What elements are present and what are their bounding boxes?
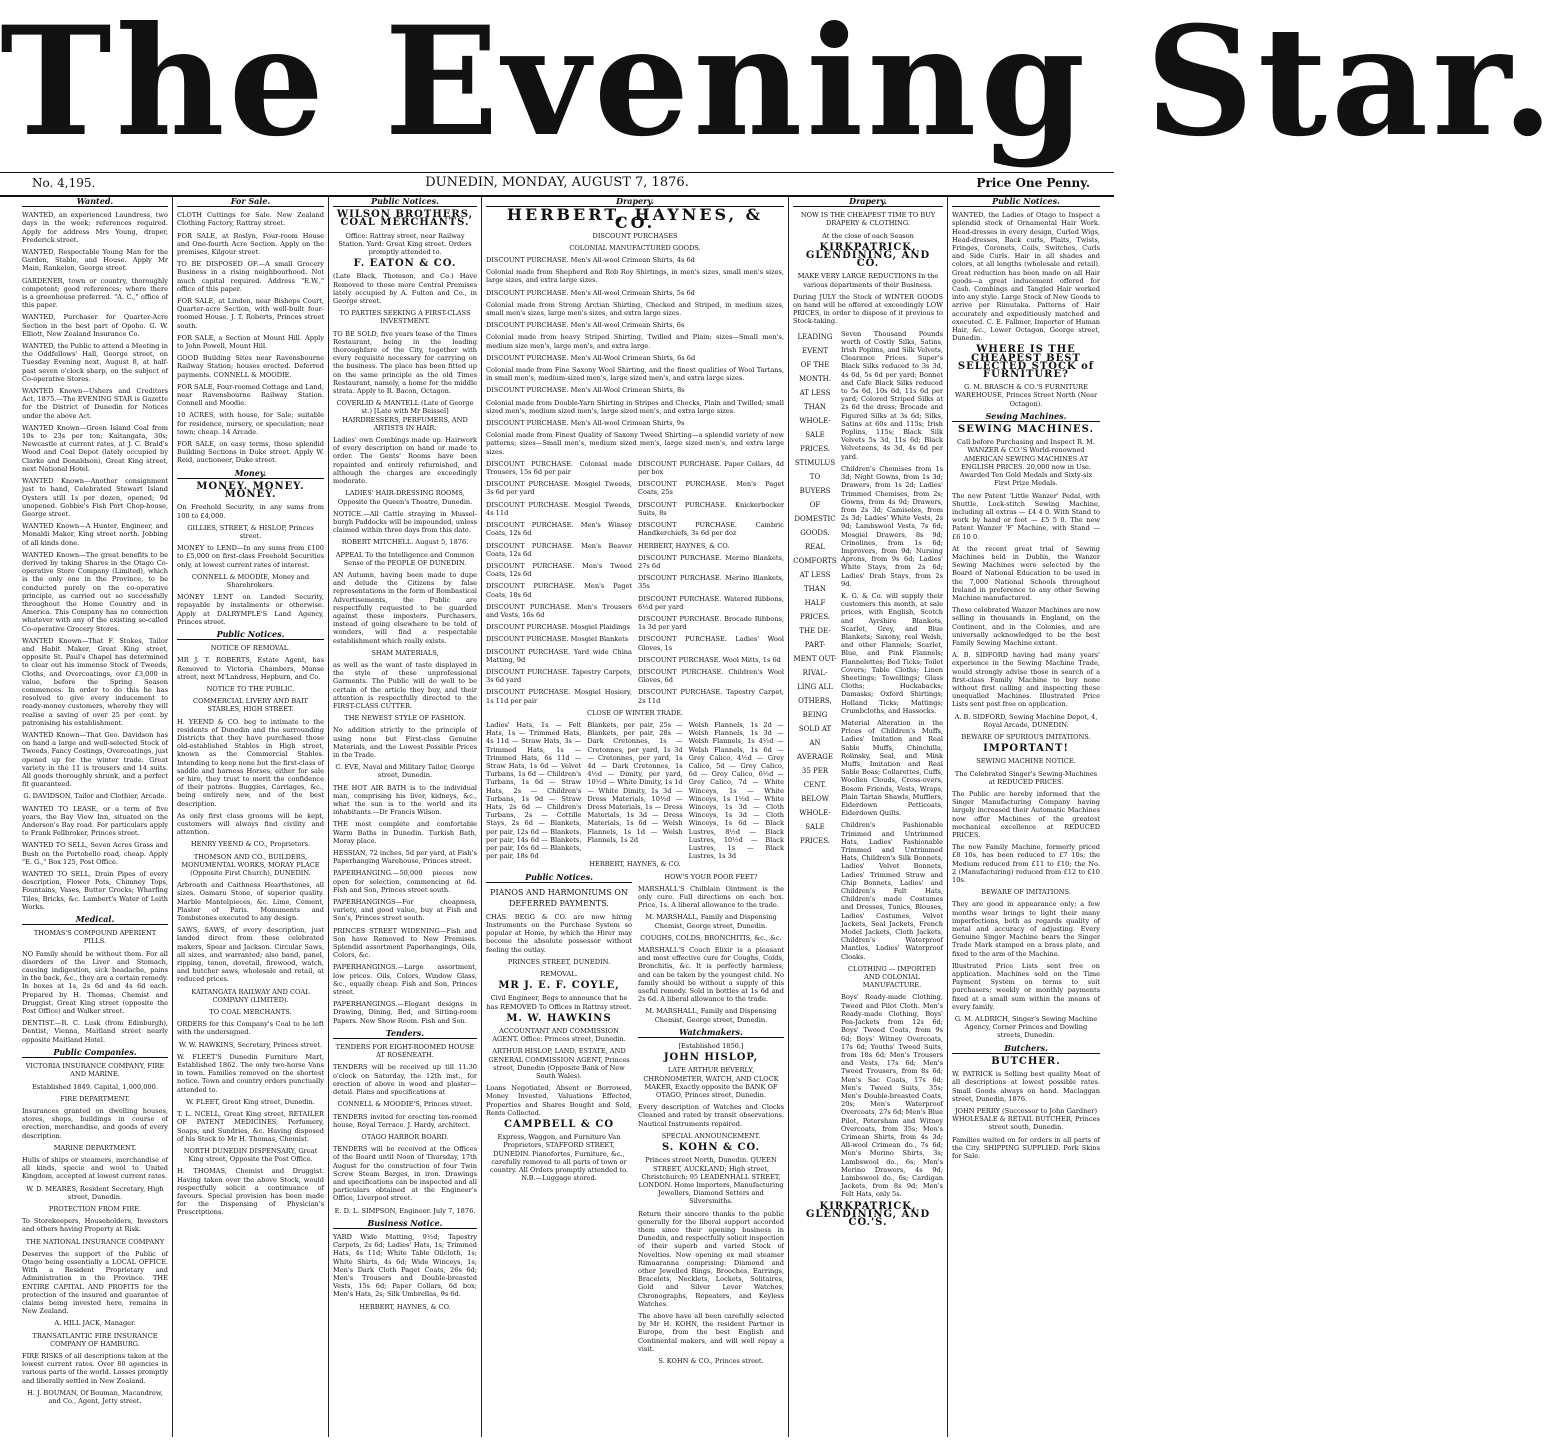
advert: At the recent great trial of Sewing Machines held in Dublin, the Wanzer Sewing Machines were selected by the Board of National Education to be used in the 7,000 National Schools throughout Ireland in preference to any other Sewing Machine manufactured. — [952, 544, 1100, 602]
signature: HERBERT, HAYNES, & CO. — [589, 860, 681, 869]
advert: No addition strictly to the principle of using none but First-class Genuine Materials, and the Lowest Possible Prices in the Trade. — [333, 726, 477, 759]
sale-sidebar-word: AT LESS — [799, 570, 831, 579]
advert: WANTED, Respectable Young Man for the Garden, Stable, and House. Apply Mr Main, Rankelon, George street. — [22, 248, 168, 273]
advert-title: COUGHS, COLDS, BRONCHITIS, &c., &c. — [640, 933, 782, 942]
discount-item: HERBERT, HAYNES, & CO. — [638, 541, 730, 550]
dateline — [0, 172, 1114, 197]
advert: MAKE VERY LARGE REDUCTIONS In the various departments of their Business. — [797, 272, 939, 289]
advert: Call before Purchasing and Inspect R. M. WANZER & CO.'S World-renowned AMERICAN SEWING MACHINES AT ENGLISH PRICES. 20,000 now in Use. Awarded Ten Gold Medals and Sixty-six First Prize Medals. — [956, 438, 1096, 488]
discount-item: DISCOUNT PURCHASE. Colonial made Trousers, 15s 6d per pair — [486, 459, 632, 477]
column-rule — [172, 197, 173, 1437]
advert: The Public are hereby informed that the Singer Manufacturing Company having largely increased their Automatic Machines now offer Machines of the greatest mechanical excellence at REDUCED PRICES. — [952, 790, 1100, 840]
discount-item: DISCOUNT PURCHASE. Wool Mitts, 1s 6d — [638, 655, 781, 664]
sale-item: K. G. & Co. will supply their customers this month, at sale prices, with English, Scotch and Ayrshire Blankets, Scarlet, Grey, and Blue Blankets; Saxony, real Welsh, and other Flannels; Scarlet, Blue, and Pink Flannels; Flannelettes; Bed Ticks; Toilet Covers; Table Cloths; Linen Sheetings; Towellings; Glass Cloths; Huckabacks; Damasks; Oxford Shirtings; Holland Ticks; Mattings; Crumbcloths, and Hassocks. — [841, 591, 943, 715]
advert-title: HOW'S YOUR POOR FEET? — [664, 872, 758, 881]
advert: Ladies' own Combings made up. Hairwork of every description on hand or made to order. The Gents' Rooms have been repainted and entirely refurnished, and although the charges are exceedingly moderate. — [333, 436, 477, 486]
signature: M. MARSHALL, Family and Dispensing Chemist, George street, Dunedin. — [645, 1007, 777, 1024]
advert-subtitle: MARINE DEPARTMENT. — [53, 1143, 137, 1152]
advert: MARSHALL'S Chilblain Ointment is the only cure. Full directions on each box. Price, 1s. A liberal allowance to the trade. — [638, 884, 784, 910]
discount-item: Colonial made from Fine Saxony Wool Shirting, and the finest qualities of Wool Tartans, in small men's, medium-sized men's, large sized men's, and extra large sizes. — [486, 366, 784, 383]
discount-item: DISCOUNT PURCHASE. Brocade Ribbons, 1s 3d per yard — [638, 614, 784, 632]
sale-sidebar-word: PART- — [804, 640, 826, 649]
advert-title: KAITANGATA RAILWAY AND COAL COMPANY (LIMITED). — [191, 987, 310, 1004]
discount-item: Colonial made from heavy Striped Shirting, Twilled and Plain; sizes—Small men's, medium size men's, large men's, and extra large. — [486, 333, 784, 350]
discount-item: DISCOUNT PURCHASE. Men's All-wool Crimean Shirts, 5s 6d — [486, 288, 695, 297]
sale-descriptions — [841, 330, 943, 1203]
sale-items — [793, 330, 943, 1203]
advert: H. THOMAS, Chemist and Druggist. Having taken over the above Stock, would respectfully solicit a continuance of favours. Special provision has been made for the Dispensing of Physician's Prescriptions. — [177, 1167, 324, 1217]
advert: MONEY to LEND—In any sums from £100 to £5,000 on first-class Freehold Securities only, at lowest current rates of interest. — [177, 544, 324, 569]
section-heading: Public Notices. — [952, 197, 1100, 207]
advert-title: NOTICE TO THE PUBLIC. — [206, 684, 295, 693]
sale-sidebar-word: 35 PER — [801, 766, 829, 775]
advert-subtitle: [Established 1856.] — [678, 1042, 744, 1051]
sale-sidebar-word: OF THE — [800, 360, 830, 369]
advert: During JULY the Stock of WINTER GOODS on hand will be offered at exceedingly LOW PRICES, in order to dispose of it previous to Stock-taking. — [793, 292, 943, 326]
advert-title: TENDERS FOR EIGHT-ROOMED HOUSE AT ROSENEATH. — [335, 1043, 475, 1060]
signature: E. D. L. SIMPSON, Engineer. July 7, 1876. — [334, 1206, 476, 1215]
discount-item: DISCOUNT PURCHASE. Mosgiel Tweeds, 3s 6d per yard — [486, 480, 632, 497]
discount-item: DISCOUNT PURCHASE. Mosgiel Tweeds, 4s 11d — [486, 500, 632, 517]
advert: Insurances granted on dwelling houses, stores, shops, buildings in course of erection, merchandise, and goods of every description. — [22, 1106, 168, 1140]
discount-item: DISCOUNT PURCHASE. Mosgiel Plaidings — [486, 623, 630, 632]
sale-sidebar-word: DOMESTIC — [794, 514, 836, 523]
advert-title: WILSON BROTHERS, COAL MERCHANTS. — [336, 209, 474, 229]
advert-title: S. KOHN & CO. — [661, 1142, 761, 1154]
winter-list-middle: Blankets, per pair, 25s — Blankets, per pair, 28s — Dark Cretonnes, 1s — Cretonnes, per yard, 1s 3d — Cretonnes, per yard, 1s 4d — Dark Cretonnes, 1s 4½d — Dimity, per yard, 10½d — White Dimity, 1s 1d — White Dimity, 1s 3d — Dress Materials, 10½d — Dress Materials, 1s — Dress Materials, 1s 3d — Dress Materials, 1s 6d — Welsh Flannels, 1s 1d — Welsh Flannels, 1s 2d — [587, 720, 683, 844]
signature: A. B. SIDFORD, Sewing Machine Depot, 4, Royal Arcade, DUNEDIN. — [954, 712, 1098, 729]
advert-title: KIRKPATRICK, GLENDINING, AND CO. — [805, 241, 931, 270]
advert-title: PROTECTION FROM FIRE. — [48, 1204, 142, 1213]
lower-notices-right — [638, 873, 784, 1370]
sale-sidebar-word: LING ALL — [797, 682, 833, 691]
discount-list-right — [638, 460, 784, 709]
advert: WANTED, the Ladies of Otago to Inspect a splendid stock of Ornamental Hair Work. Head-dresses in every design, Curled Wigs, Head-dresses, Back curls, Plaits, Twists, Fringes, Coronets, Coils, Switches, Curls and Side Curls. Hair in all shades and colors, at all lengths (wholesale and retail). Great reduction has been made on all Hair goods—a great inducement offered for Cash. Combings and Tangled Hair worked into any style. Large Stock of New Goods to arrive per Rimutaka. Patterns of Hair accurately and expeditiously matched and executed. C. E. Fallmer, Importer of Human Hair, &c., Lower Octagon, George street, Dunedin. — [952, 211, 1100, 343]
discount-item: DISCOUNT PURCHASE. Men's Paget Coats, 25s — [638, 480, 784, 497]
sale-sidebar-word: COMFORTS — [793, 556, 837, 565]
advert-title: THOMAS'S COMPOUND APERIENT PILLS. — [33, 929, 157, 946]
sale-sidebar-word: AVERAGE — [797, 752, 833, 761]
signature: G. DAVIDSON, Tailor and Clothier, Arcade. — [23, 792, 167, 801]
winter-trade-table — [486, 721, 784, 860]
signature: CONNELL & MOODIE'S, Princes street. — [337, 1100, 473, 1109]
advert-title: SEWING MACHINES. — [958, 424, 1094, 436]
advert-title: SEWING MACHINE NOTICE. — [976, 757, 1076, 766]
advert-subtitle: COLONIAL MANUFACTURED GOODS. — [569, 243, 701, 252]
discount-item: DISCOUNT PURCHASE. Men's All-Wool Crimean Shirts, 6s 6d — [486, 353, 696, 362]
section-heading: Wanted. — [22, 197, 168, 207]
advert-title: JOHN PERRY (Successor to John Gardner) WHOLESALE & RETAIL BUTCHER, Princes street south, Dunedin. — [952, 1106, 1100, 1132]
issue-number: No. 4,195. — [32, 176, 96, 190]
column-rule — [328, 197, 329, 1437]
lower-notices-left — [486, 873, 632, 1370]
signature: S. KOHN & CO., Princes street. — [658, 1356, 764, 1365]
advert: As only first class grooms will be kept, customers will always find civility and attention. — [177, 811, 324, 837]
advert: Loans Negotiated, Absent or Borrowed, Money Invested, Valuations Effected, Properties and Shares Bought and Sold, Rents Collected. — [486, 1084, 632, 1117]
signature: M. MARSHALL, Family and Dispensing Chemist, George street, Dunedin. — [645, 913, 777, 930]
issue-date: DUNEDIN, MONDAY, AUGUST 7, 1876. — [425, 175, 689, 190]
advert: WANTED Known—Ushers and Creditors Act, 1875.—The EVENING STAR is Gazette for the District of Dunedin for Notices under the above Act. — [22, 387, 168, 420]
advert: SAWS, SAWS, of every description, just landed direct from these celebrated makers, Spear and Jackson. Circular Saws, all sizes, and warranted; also band, panel, ripping, tenon, dovetail, firewood, watch, and butcher saws, wholesale and retail, at reduced prices. — [177, 926, 324, 984]
discount-item: DISCOUNT PURCHASE. Men's All-wool Crimean Shirts, 4s 6d — [486, 256, 695, 265]
advert-title: VICTORIA INSURANCE COMPANY, FIRE AND MARINE. — [25, 1062, 165, 1079]
column-rule — [481, 197, 482, 1437]
advert: The above have all been carefully selected by Mr H. KOHN, the resident Partner in Europe, from the best English and Continental makers, and will well repay a visit. — [638, 1311, 784, 1353]
sale-item: Children's Fashionable Trimmed and Untrimmed Hats, Ladies' Fashionable Trimmed and Untrimmed Hats, Children's Silk Bonnets, Ladies' Velvet Bonnets, Ladies' Trimmed Straw and Chip Bonnets, Ladies' and Children's Felt Hats, Children's made Costumes and Dresses, Tunics, Blouses, Ladies' Costumes, Velvet Jackets, Seal Jackets, French Model Jackets, Cloth Jackets, Children's Waterproof Mantles, Ladies' Waterproof Cloaks. — [841, 821, 943, 961]
discount-item: DISCOUNT PURCHASE. Men's All-Wool Crimean Shirts, 8s — [486, 386, 685, 395]
advert-subtitle: FIRE DEPARTMENT. — [60, 1094, 130, 1103]
sale-sidebar-word: THE DE- — [799, 626, 831, 635]
advert-title: THE NEWEST STYLE OF FASHION. — [344, 714, 466, 723]
advert: HESSIAN, 72 inches, 5d per yard, at Fish's Paperhanging Warehouse, Princes street. — [333, 849, 477, 866]
discount-table — [486, 460, 784, 709]
discount-item: DISCOUNT PURCHASE. Mosgiel Hosiery, 1s 11d per pair — [486, 688, 632, 705]
sale-sidebar-word: LEADING — [797, 332, 833, 341]
column-rule — [947, 197, 948, 1437]
sale-sidebar-word: STIMULUS — [794, 458, 836, 467]
masthead — [0, 0, 1558, 170]
section-heading: Public Notices. — [486, 873, 632, 883]
advert: FOR SALE, at Linden, near Bishops Court, Quarter-acre Section, with well-built four-roomed House. J. T. Roberts, Princes street south. — [177, 297, 324, 330]
column-public-notices-right — [952, 197, 1100, 1437]
advert: The new Patent 'Little Wanzer' Pedal, with Shuttle, Lock-stitch Sewing Machine, including all extras — £4 4 0. With Stand to work by hand or foot — £5 5 0. The new Patent Wanzer 'F' Machine, with Stand — £6 10 0. — [952, 491, 1100, 541]
advert-title: SPECIAL ANNOUNCEMENT. — [661, 1131, 761, 1140]
discount-item: DISCOUNT PURCHASE. Cambric Handkerchiefs, 3s 6d per doz — [638, 521, 784, 538]
sale-sidebar-word: PRICES. — [800, 612, 830, 621]
column-rule — [788, 197, 789, 1437]
discount-item: DISCOUNT PURCHASE. Watered Ribbons, 6½d per yard — [638, 594, 784, 611]
section-heading: Business Notice. — [333, 1219, 477, 1229]
sale-sidebar-word: TO — [809, 472, 821, 481]
advert: LATE ARTHUR BEVERLY, CHRONOMETER, WATCH, AND CLOCK MAKER, Exactly opposite the BANK OF OTAGO, Princes street, Dunedin. — [643, 1066, 779, 1100]
advert: WANTED, the Public to attend a Meeting in the Oddfellows' Hall, George street, on Tuesday Evening next, August 8, at half-past seven o'clock sharp, on the subject of Co-operative Stores. — [22, 342, 168, 383]
advert-title: WHERE IS THE CHEAPEST BEST SELECTED STOCK of FURNITURE? — [957, 344, 1095, 381]
discount-item: DISCOUNT PURCHASE. Mosgiel Blankets — [486, 635, 629, 644]
advert: Express, Waggon, and Furniture Van Proprietors, STAFFORD STREET, DUNEDIN. Pianofortes, Furniture, &c., carefully removed to all parts of town or country. All Orders promptly attended to. N.B.—Luggage stored. — [489, 1133, 629, 1183]
advert: Office: Rattray street, near Railway Station. Yard: Great King street. Orders promptly attended to. — [338, 231, 472, 257]
advert-title: JOHN HISLOP, — [663, 1052, 759, 1064]
sale-item: Material Alteration in the Prices of Children's Muffs, Ladies' Imitation and Real Sable Muffs, Chinchilla, Rolinsky, Seal, and Mink Muffs, Imitation and Real Sable Boas; Collarettes, Cuffs, Woollen Clouds, Cross-overs, Bosom Friends, Vests, Wraps, Plain Tartan Shawls, Mufflers, Eiderdown Petticoats, Eiderdown Quilts. — [841, 718, 943, 818]
signature: G. M. ALDRICH, Singer's Sewing Machine Agency, Corner Princes and Dowling streets, Dunedin. — [954, 1015, 1098, 1040]
advert: FIRE RISKS of all descriptions taken at the lowest current rates. Over 80 agencies in various parts of the world. Losses promptly and liberally settled in New Zealand. — [22, 1351, 168, 1385]
advert: T. L. NCELL, Great King street, RETAILER OF PATENT MEDICINES, Perfumery, Soaps, and Sundries, &c. Having disposed of his Stock to Mr H. Thomas, Chemist. — [177, 1110, 324, 1143]
advert-title: OTAGO HARBOR BOARD. — [361, 1132, 449, 1141]
advert: NO Family should be without them. For all disorders of the Liver and Stomach, causing indigestion, sick headache, pains in the back, &c., they are a certain remedy. In boxes at 1s, 2s 6d and 4s 6d each. Prepared by H. Thomas, Chemist and Druggist, Great King street (opposite the Post Office) and Walker street. — [22, 949, 168, 1016]
discount-item: DISCOUNT PURCHASE. Men's Paget Coats, 18s 6d — [486, 582, 632, 599]
advert: as well as the want of taste displayed in the style of these unprofessional Garments. The Public will do well to be certain of the article they buy, and their attention is respectfully directed to the FIRST-CLASS CUTTER. — [333, 660, 477, 710]
advert: Return their sincere thanks to the public generally for the liberal support accorded them since their opening business in Dunedin, and respectfully solicit inspection of their superb and varied Stock of Novelties. Now opening ex mail steamer Rimuaranna comprising: Diamond and other Jewelled Rings, Brooches, Earrings, Bracelets, Necklets, Lockets, Solitaires, Gold and Silver Lever Watches, Chronographs, Repeaters, and Keyless Watches. — [638, 1209, 784, 1308]
signature: KIRKPATRICK, GLENDINING, AND CO.'S. — [805, 1200, 931, 1228]
advert: MARSHALL'S Couch Elixir is a pleasant and most effective cure for Coughs, Colds, Bronchitis, &c. It is perfectly harmless, and can be taken by the youngest child. No family should be without a supply of this aseful remedy. Sold in bottles at 1s 6d and 2s 6d. A liberal allowance to the trade. — [638, 946, 784, 1004]
advert-title: IMPORTANT! — [983, 743, 1069, 755]
advert: On Freehold Security, in any sums from 100 to £4,000. — [177, 503, 324, 520]
advert: ACCOUNTANT AND COMMISSION AGENT. Office: Princes street, Dunedin. — [492, 1027, 626, 1044]
section-heading: Public Notices. — [177, 630, 324, 640]
signature: HENRY YEEND & CO., Proprietors. — [190, 840, 311, 849]
advert: A. B. SIDFORD having had many years' experience in the Sewing Machine Trade, would strongly advise those in search of a first-class Family Machine to buy none without first calling and inspecting these unequalled Machines. Illustrated Price Lists sent post free on application. — [952, 651, 1100, 709]
section-heading: For Sale. — [177, 197, 324, 207]
signature: W. D. MEARES, Resident Secretary, High street, Dunedin. — [26, 1184, 164, 1201]
sale-sidebar-word: OF — [809, 500, 821, 509]
section-heading: Medical. — [22, 915, 168, 925]
discount-item: Colonial made from Shepherd and Rob Roy Shirtings, in men's sizes, small men's sizes, large sizes, and extra large sizes. — [486, 268, 784, 285]
discount-item: DISCOUNT PURCHASE. Men's Trousers and Vests, 16s 6d — [486, 602, 632, 619]
advert-title: M. W. HAWKINS — [506, 1012, 612, 1024]
section-heading: Sewing Machines. — [952, 412, 1100, 422]
advert: WANTED TO LEASE, or a term of five years, the Bay View Inn, situated on the Anderson's Bay road. For particulars apply to Frank Fellbroker, Princes street. — [22, 804, 168, 838]
advert: AN Autumn, having been made to dupe and delude the Citizens by false representations in the form of Bombastical Advertisements, the Public are respectfully requested to be guarded against these imposters. Purchasers, instead of going elsewhere to be told of wonders, will find a respectable establishment which really exists. — [333, 570, 477, 645]
newspaper-title: The Evening Star. — [0, 0, 1558, 170]
advert-title: F. EATON & CO. — [353, 258, 457, 270]
winter-list-left: Ladies' Hats, 1s — Felt Hats, 1s — Trimmed Hats, 4s 11d — Straw Hats, 3s — Trimmed Hats, 1s — Trimmed Hats, 6s 11d — Straw Hats, 1s 6d — Velvet Turbans, 1s 6d — Children's Turbans, 1s 6d — Straw Hats, 2s — Children's Turbans, 1s 9d — Straw Hats, 2s 6d — Children's Turbans, 2s — Cottille Stays, 2s 6d — Blankets, per pair, 12s 6d — Blankets, per pair, 14s 6d — Blankets, per pair, 16s 6d — Blankets, per pair, 18s 6d — [486, 720, 582, 861]
advert-title: NORTH DUNEDIN DISPENSARY, Great King street, Opposite the Post Office. — [183, 1146, 318, 1164]
advert: Hulls of ships or steamers, merchandise of all kinds, specie and wool to United Kingdom, accepted at lowest current rates. — [22, 1155, 168, 1181]
discount-item: DISCOUNT PURCHASE. Tapestry Carpet, 2s 11d — [638, 688, 784, 705]
signature: C. EVE, Naval and Military Tailor, George street, Dunedin. — [335, 763, 475, 780]
advert-title: LADIES' HAIR-DRESSING ROOMS, Opposite the Queen's Theatre, Dunedin. — [337, 489, 473, 506]
sale-sidebar-word: REAL — [804, 542, 826, 551]
sale-sidebar-word: BEING — [802, 710, 828, 719]
discount-list-left — [486, 460, 632, 709]
issue-price: Price One Penny. — [976, 176, 1090, 190]
discount-item: DISCOUNT PURCHASE. Tapestry Carpets, 3s 6d yard — [486, 667, 632, 685]
signature: W. W. HAWKINS, Secretary, Princes street. — [178, 1040, 323, 1049]
discount-item: DISCOUNT PURCHASE. Yard wide China Matting, 9d — [486, 647, 632, 664]
sale-sidebar-word: WHOLE- — [799, 808, 831, 817]
sale-sidebar-word: MENT OUT- — [793, 654, 837, 663]
advert: DENTIST.—R. C. Lusk (from Edinburgh), Dentist, Vienna, Maitland street nearly opposite Maitland Hotel. — [22, 1019, 168, 1044]
column-public-notices — [333, 197, 477, 1437]
sale-sidebar-word: SOLD AT — [798, 724, 832, 733]
sale-sidebar-word: RIVAL- — [802, 668, 828, 677]
advert-title: THOMSON AND CO., BUILDERS, MONUMENTAL WORKS, MORAY PLACE (Opposite First Church), DUNEDIN. — [181, 852, 320, 878]
advert: Every description of Watches and Clocks Cleaned and rated by transit observations. Nautical Instruments repaired. — [638, 1103, 784, 1128]
discount-item: DISCOUNT PURCHASE. Merino Blankets, 27s 6d — [638, 553, 784, 570]
advert: MONEY LENT on Landed Security, repayable by instalments or otherwise. Apply at DALRYMPLE'S Land Agency, Princes street. — [177, 593, 324, 626]
advert: (Late Black, Thomson, and Co.) Have Removed to those more Central Premises lately occupied by A. Fulton and Co., in George street. — [333, 272, 477, 306]
advert: TO BE DISPOSED OF.—A small Grocery Business in a rising neighbourhood. Not much capital required. Address "E.W.," office of this paper. — [177, 260, 324, 293]
advert-title: TO PARTIES SEEKING A FIRST-CLASS INVESTMENT. — [339, 309, 471, 326]
sale-sidebar-word: HALF — [804, 598, 826, 607]
sale-sidebar-word: OTHERS, — [798, 696, 832, 705]
section-heading: Money. — [177, 469, 324, 479]
advert: PAPERHANGINGS.—Large assortment, low prices. Oils, Colors, Window Glass, &c., equally cheap. Fish and Son, Princes street. — [333, 963, 477, 997]
advert: WANTED Known—That Geo. Davidson has on hand a large and well-selected Stock of Tweeds, Fancy Costings, Overcoatings, just opened up for the winter trade. Great variety in the 11 is trousers and 14 suits. All goods thoroughly shrunk, and a perfect fit guaranteed. — [22, 730, 168, 789]
advert: NOTICE.—All Cattle straying in Mussel-burgh Paddocks will be impounded, unless claimed within three days from this date. — [333, 509, 477, 535]
section-heading: Butchers. — [952, 1044, 1100, 1054]
sale-sidebar-word: THAN — [804, 402, 826, 411]
advert: They are good in appearance only; a few months wear brings to light their many imperfections, both as regards quality of metal and accuracy of adjusting. Every Genuine Singer Machine bears the Singer Trade Mark stamped on a brass plate, and fixed to the arm of the Machine. — [952, 900, 1100, 958]
discount-item: DISCOUNT PURCHASE. Men's All-wool Crimean Shirts, 6s — [486, 321, 685, 330]
advert: W. PATRICK is Selling best quality Meat of all descriptions at lowest possible rates. Small Goods always on hand. Maclaggan street, Dunedin, 1876. — [952, 1070, 1100, 1103]
advert: WANTED Known—That F. Stokes, Tailor and Habit Maker, Great King street, opposite St. Paul's Chapel has determined to clear out his immense Stock of Tweeds, Cloths, and Overcoatings, over £3,000 in value, before the Spring Season commences. In order to do this he has resolved to give every inducement to ready-money customers, whereby they will realise a saving of over 25 per cent. by patronising his establishment. — [22, 636, 168, 727]
advert-subtitle: PRINCES STREET, DUNEDIN. — [507, 957, 611, 966]
discount-item: DISCOUNT PURCHASE. Merino Blankets, 35s — [638, 574, 784, 591]
advert: TO BE SOLD, five years lease of the Times Restaurant, being in the leading thoroughfare of the City, together with every requisite necessary for carrying on the business. The place has been fitted up on the same principle as the old Times Restaurant, namely, a home for the middle strata. Apply to R. Bacon, Octagon. — [333, 329, 477, 396]
advert-title: CLOTHING — IMPORTED AND COLONIAL MANUFACTURE. — [848, 964, 936, 990]
advert: PAPERHANGINGS—For cheapness, variety, and good value, buy at Fish and Son's, Princes street south. — [333, 898, 477, 923]
signature: H. J. BOUMAN, Of Bouman, Macandrew, and Co., Agent, Jetty street. — [27, 1388, 163, 1405]
advert: FOR SALE, a Section at Mount Hill. Apply to John Powell, Mount Hill. — [177, 333, 324, 351]
signature: W. FLEET, Great King street, Dunedin. — [186, 1097, 315, 1106]
advert-title: APPEAL To the Intelligence and Common Sense of the PEOPLE OF DUNEDIN. — [335, 550, 475, 567]
advert: TENDERS will be received at the Offices of the Board until Noon of Thursday, 17th August for the construction of four Twin Screw Steam Barges, in iron. Drawings and specifications can be inspected and all particulars obtained at the Engineer's Office, Liverpool street. — [333, 1145, 477, 1203]
advert-title: SHAM MATERIALS, — [371, 648, 439, 657]
discount-item: DISCOUNT PURCHASE. Knickerbocker Suits, 8s — [638, 500, 784, 517]
signature: HERBERT, HAYNES, & CO. — [359, 1302, 451, 1311]
discount-item: Colonial made from Double-Yarn Shirting in Stripes and Checks, Plain and Twilled; small sized men's, medium sized men's, large sized men's, and extra large sizes. — [486, 398, 784, 415]
advert: THE most complete and comfortable Warm Baths in Dunedin. Turkish Bath, Moray place. — [333, 820, 477, 845]
section-heading: Drapery. — [486, 197, 784, 207]
advert: YARD Wide Matting, 9½d; Tapestry Carpets, 2s 6d; Ladies' Hats, 1s; Trimmed Hats, 4s 11d; White Table Oilcloth, 1s; White Shirts, 4s 6d; Wide Winceys, 1s; Men's Dark Cloth Paget Coats, 26s 6d; Men's Trousers and Double-breasted Vests, 15s 6d; Paper Collars, 6d box; Men's Hats, 2s; Silk Umbrellas, 9s 6d. — [333, 1232, 477, 1299]
advert: GOOD Building Sites near Ravensbourne Railway Station; houses erected. Deferred payments. CONNELL & MOODIE. — [177, 354, 324, 379]
advert-title: THE NATIONAL INSURANCE COMPANY — [25, 1237, 165, 1246]
sale-sidebar-word: PRICES. — [800, 836, 830, 845]
advert: G. M. BRASCH & CO.'S FURNITURE WAREHOUSE, Princes Street North (Near Octagon). — [954, 383, 1098, 408]
sale-item: Children's Chemises from 1s 3d; Night Gowns, from 1s 3d; Drawers, from 1s 2d; Ladies' Trimmed Chemises, from 2s; Gowns, from 4s 9d; Drawers, from 2s 3d; Camisoles, from 2s 3d; Ladies' White Vests, 2s 9d; Lambswool Vests, 7s 6d; Mosgiel Drawers, 8s 9d; Crinolines, from 1s 6d; Improvers, from 9d; Nursing Aprons, from 9s 6d; Ladies' White Stays, from 2s 6d; Ladies' Drab Stays, from 2s 9d. — [841, 464, 943, 588]
advert: WANTED TO SELL, Seven Acres Grass and Bush on the Portobello road, cheap. Apply "E. G.," Box 125, Post Office. — [22, 841, 168, 866]
discount-item: DISCOUNT PURCHASE. Men's Beaver Coats, 12s 6d — [486, 541, 632, 558]
section-heading: Public Companies. — [22, 1048, 168, 1058]
advert-title: CAMPBELL & CO — [503, 1119, 615, 1131]
discount-item: Colonial made from Finest Quality of Saxony Tweed Shirting—a splendid variety of new patterns; sizes—Small men's, medium sized men's, large sized men's, and extra large sizes. — [486, 431, 784, 456]
advert-title: MONEY. MONEY. MONEY. — [196, 480, 305, 501]
advert: MR J. T. ROBERTS, Estate Agent, has Removed to Victoria Chambers, Manse street, next M'Landress, Hepburn, and Co. — [177, 656, 324, 681]
advert-title: MR J. E. F. COYLE, — [498, 980, 620, 992]
advert: FOR SALE, Four-roomed Cottage and Land, near Ravensbourne Railway Station. Connell and Moodie. — [177, 382, 324, 408]
column-drapery-kirkpatrick — [793, 197, 943, 1437]
advert: PRINCES STREET WIDENING—Fish and Son have Removed to New Premises. Splendid assortment Paperhangings, Oils, Colors, &c. — [333, 926, 477, 960]
advert-subtitle: At the close of each Season — [822, 231, 914, 240]
advert-title: TRANSATLANTIC FIRE INSURANCE COMPANY OF HAMBURG. — [32, 1331, 158, 1348]
sale-sidebar-word: THAN — [804, 584, 826, 593]
advert: CHAS. BEGG & CO. are now hiring Instruments on the Purchase System so popular at Home, by which the Hirer may become the absolute possessor without feeling the outlay. — [486, 912, 632, 954]
advert: WANTED TO SELL, Drain Pipes of every description, Flower Pots, Chimney Tops, Fountains, Vases, Butter Crocks; Wharfing Tiles, Bricks, &c. Lambert's Water of Leith Works. — [22, 870, 168, 911]
advert: THE HOT AIR BATH is to the individual man, comprising his liver, kidneys, &c., what the sun is to the world and its inhabitants.—Dr Francis Wilson. — [333, 783, 477, 817]
advert-title: NOTICE OF REMOVAL. — [210, 644, 291, 653]
advert: FOR SALE, on easy terms, those splendid Building Sections in Duke street. Apply W. Reid, auctioneer, Duke street. — [177, 440, 324, 465]
advert: Deserves the support of the Public of Otago being essentially a LOCAL OFFICE. With a Resident Proprietary and Administration in the Province. THE ENTIRE CAPITAL AND PROFITS for the protection of the insured and guarantee of claims being invested here, remains in New Zealand. — [22, 1249, 168, 1316]
sale-sidebar-word: CENT. — [803, 780, 827, 789]
discount-item: DISCOUNT PURCHASE. Men's Winsey Coats, 12s 6d — [486, 521, 632, 538]
sale-sidebar-word: WHOLE- — [799, 416, 831, 425]
advert: Families waited on for orders in all parts of the City. SHIPPING SUPPLIED. Pork Skins for Sale. — [952, 1135, 1100, 1160]
discount-item: DISCOUNT PURCHASE. Men's All-wool Crimean Shirts, 9s — [486, 419, 685, 428]
sale-sidebar-word: MONTH. — [798, 374, 832, 383]
lower-notices — [486, 873, 784, 1370]
column-drapery-herbert-haynes — [486, 197, 784, 1437]
advert: H. YEEND & CO. beg to intimate to the residents of Dunedin and the surrounding Districts that they have purchased those old-established Stables in High street, known as the Commercial Stables. Intending to keep none but the first-class of saddle and harness Horses, either for sale or hire, they trust to merit the confidence of their patrons. Buggies, Carriages, &c., being entirely new, and of the best description. — [177, 717, 324, 808]
advert: Civil Engineer, Begs to announce that he has REMOVED To Offices in Rattray street. — [486, 994, 632, 1011]
advert: WANTED, Purchaser for Quarter-Acre Section in the best part of Opoho. G. W. Elliott, New Zealand Insurance Co. — [22, 313, 168, 338]
advert-title: NOW IS THE CHEAPEST TIME TO BUY DRAPERY & CLOTHING. — [800, 211, 936, 228]
advert: WANTED Known—Green Island Coal from 10s to 23s per ton; Kaitangata, 30s; Newcastle at current rates, at J. C. Brald's Wood and Coal Depot (lately occupied by Clarke and Donaldson), Great King street, next National Hotel. — [22, 423, 168, 473]
advert-subtitle: DISCOUNT PURCHASES — [592, 231, 678, 240]
advert: PAPERHANGINGS.—Elegant designs in Drawing, Dining, Bed, and Sitting-room Papers. New Show Room. Fish and Son. — [333, 1000, 477, 1025]
advert: WANTED Known—Another consignment just to hand, Celebrated Stewart Island Oysters still 1s per dozen, opened; 9d unopened. Gobbie's Fish Port Chop-house, George street. — [22, 477, 168, 518]
discount-item: DISCOUNT PURCHASE. Children's Wool Gloves, 6d — [638, 667, 784, 685]
sale-sidebar-word: BELOW — [801, 794, 829, 803]
column-for-sale — [177, 197, 324, 1437]
discount-item: DISCOUNT PURCHASE. Paper Collars, 4d per box — [638, 459, 784, 477]
advert-subtitle: Established 1849. Capital, 1,000,000. — [32, 1082, 158, 1091]
advert: TENDERS invited for erecting ten-roomed house, Royal Terrace. J. Hardy, architect. — [333, 1112, 477, 1129]
advert: PAPERHANGING.—50,000 pieces now open for selection, commencing at 6d. Fish and Son, Princes street south. — [333, 869, 477, 894]
advert: CLOTH Cuttings for Sale. New Zealand Clothing Factory, Rattray street. — [177, 211, 324, 228]
advert-title: TO COAL MERCHANTS. — [209, 1008, 292, 1017]
discount-item: Colonial made from Strong Arctian Shirting, Checked and Striped, in medium sizes, small men's sizes, large men's sizes, and extra large sizes. — [486, 300, 784, 318]
signature: GILLIES, STREET, & HISLOP, Princes street. — [187, 523, 314, 540]
advert: The new Family Machine, formerly priced £8 10s, has been reduced to £7 10s; the Medium reduced from £11 to £10; the No. 2 (Manufacturing) reduced from £12 to £10 10s. — [952, 843, 1100, 885]
advert-title: COVERLID & MANTELL (Late of George st.) [Late with Mr Beissel] HAIRDRESSERS, PERFUMERS, AND ARTISTS IN HAIR. — [336, 399, 474, 432]
advert-title: BUTCHER. — [991, 1055, 1061, 1067]
discount-list — [486, 256, 784, 456]
sale-sidebar-word: GOODS. — [800, 528, 830, 537]
advert: WANTED Known—A Hunter, Engineer, and Monaldi Maker, King street north. Jobbing of all kinds done. — [22, 522, 168, 547]
signature: CONNELL & MOODIE, Money and Sharebrokers. — [191, 572, 310, 589]
advert-title: CLOSE OF WINTER TRADE. — [586, 708, 684, 717]
discount-item: DISCOUNT PURCHASE. Men's Tweed Coats, 12s 6d — [486, 561, 632, 579]
advert: FOR SALE, at Roslyn, Four-room House and One-fourth Acre Section. Apply on the premises, Kilgour street. — [177, 231, 324, 257]
sale-sidebar-word: AT LESS — [799, 388, 831, 397]
advert: ORDERS for this Company's Coal to be left with the undersigned. — [177, 1020, 324, 1037]
advert-title: BEWARE OF IMITATIONS. — [981, 888, 1071, 897]
section-heading: Drapery. — [793, 197, 943, 207]
winter-list-right: Welsh Flannels, 1s 2d — Welsh Flannels, 1s 3d — Welsh Flannels, 1s 4½d — Welsh Flannels, 1s 6d — Grey Calico, 4½d — Grey Calico, 5d — Grey Calico, 6d — Grey Calico, 6½d — Grey Calico, 7d — White Winceys, 1s — White Winceys, 1s 1½d — White Winceys, 1s 3d — Cloth Winceys, 1s 3d — Cloth Winceys, 1s 6d — Black Lustres, 8½d — Black Lustres, 10½d — Black Lustres, 1s — Black Lustres, 1s 3d — [688, 720, 784, 861]
advert: W. FLEET'S Dunedin Furniture Mart, Established 1862. The only two-horse Vans in town. Families removed on the shortest notice. Town and country orders punctually attended to. — [177, 1052, 324, 1094]
advert-title: PIANOS AND HARMONIUMS ON DEFERRED PAYMENTS. — [490, 887, 628, 908]
advert: WANTED Known—The great benefits to be derived by taking Shares in the Otago Co-operative Store Company (Limited), which is the only one in the Province, to be conducted purely on the co-operative principle, as carried out so successfully throughout the Home Country and in America. This Company has no connection whatever with any of the existing so-called Co-operative Grocery Stores. — [22, 550, 168, 633]
sale-item: Boys' Ready-made Clothing, Tweed and Pilot Cloth. Men's Ready-made Clothing, Boys' Pea-Jackets from 12s 6d; Boys' Tweed Coats, from 9s 6d; Boys' Witney Overcoats, 17s 6d; Youths' Tweed Suits, from 18s 6d; Men's Trousers and Vests, 17s 6d; Men's Tweed Trousers, from 8s 6d; Men's Sac Coats, 17s 6d; Men's Tweed Suits, 35s; Men's Double-breasted Coats, 20s; Men's Waterproof Overcoats, 27s 6d; Men's Blue Pilot, Petersham and Witney Overcoats, from 35s; Men's Crimean Shirts, from 4s 3d; All-wool Crimean do., 7s 6d; Men's Merino Shirts, 3s; Lambswool do., 6s; Men's Merino Drawers, 4s 9d; Lambswool do., 6s; Cardigan Jackets, from 8s 9d; Men's Felt Hats, only 5s. — [841, 993, 943, 1199]
sale-sidebar-word: PRICES. — [800, 444, 830, 453]
sale-sidebar-word: EVENT — [801, 346, 829, 355]
sale-sidebar-word: SALE — [805, 430, 825, 439]
advert-title: COMMERCIAL LIVERY AND BAIT STABLES, HIGH STREET. — [193, 697, 308, 714]
advert: 10 ACRES, with house, for Sale; suitable for residence, nursery, or speculation; near town; cheap. 14 Arcade. — [177, 411, 324, 436]
sale-sidebar-word: SALE — [805, 822, 825, 831]
advert: The Celebrated Singer's Sewing-Machines at REDUCED PRICES. — [954, 769, 1098, 786]
advert: Arbroath and Caithness Hearthstones, all sizes. Oamaru Stone, of superior quality. Marble Mantelpieces, &c. Lime, Cement, Plaster of Paris. Monuments and Tombstones executed to any design. — [177, 881, 324, 923]
section-heading: Tenders. — [333, 1029, 477, 1039]
discount-item: DISCOUNT PURCHASE. Ladies' Wool Gloves, 1s — [638, 635, 784, 652]
sale-sidebar-word: BUYERS — [799, 486, 831, 495]
advert: Princes street North, Dunedin. QUEEN STREET, AUCKLAND; High street, Christchurch; 95 LEADENHALL STREET, LONDON. Home Importers, Manufacturing Jewellers, Diamond Setters and Silversmiths. — [638, 1156, 784, 1206]
section-heading: Watchmakers. — [638, 1028, 784, 1038]
advert-title: REMOVAL. — [540, 970, 578, 979]
advert: These celebrated Wanzer Machines are now selling in thousands in England, on the Continent, and in the Colonies, and are universally acknowledged to be the best Family Sewing Machine extant. — [952, 606, 1101, 647]
signature: A. HILL JACK, Manager. — [54, 1319, 136, 1328]
advert: WANTED, an experienced Laundress, two days in the week; references required. Apply for address Mrs Young, draper, Frederick street. — [22, 211, 168, 244]
sale-sidebar-word: AN — [809, 738, 821, 747]
advert-title: BEWARE OF SPURIOUS IMITATIONS. — [961, 732, 1091, 741]
section-heading: Public Notices. — [333, 197, 477, 207]
advert: Illustrated Price Lists sent free on application. Machines sold on the Time Payment System on terms to suit purchasers; weekly or monthly payments fixed at a small sum within the means of every family. — [952, 961, 1100, 1011]
sale-item: Seven Thousand Pounds worth of Costly Silks, Satins, Irish Poplins, and Silk Velvets, Clearance Prices. Super's Black Silks reduced to 3s 3d, 4s 6d, 5s 6d per yard; Bonnet and Cafe Black Silks reduced to 5s 6d, 10s 6d, 11s 6d per yard; Colored Striped Silks at 2s 6d the dress; Brocade and Figured Silks at 3s 6d; Silks, Satins at 60s and 115s; Irish Poplins, 115s; Black Silk Velvets 5s 3d, 11s 6d; Black Velveteens, 4s 3d, 4s 6d per yard. — [841, 329, 943, 461]
advert: To Storekeepers, Householders, Investors and others having Property at Risk. — [22, 1217, 168, 1234]
sale-sidebar — [793, 330, 837, 1203]
advert-title: ARTHUR HISLOP, LAND, ESTATE, AND GENERAL COMMISSION AGENT, Princes street, Dunedin (Opposite Bank of New South Wales). — [488, 1047, 630, 1081]
column-wanted — [22, 197, 168, 1437]
advert: TENDERS will be received up till 11.30 o'clock on Saturday, the 12th inst., for erection of above in wood and plaster—detail. Plans and specifications at — [333, 1063, 477, 1097]
signature: ROBERT MITCHELL. August 5, 1876. — [341, 538, 469, 547]
advert: GARDENER, town or country, thoroughly competent; good references; where there is a greenhouse preferred. "A. C.," office of this paper. — [22, 276, 168, 310]
advert-title: HERBERT, HAYNES, & CO. — [506, 205, 764, 233]
